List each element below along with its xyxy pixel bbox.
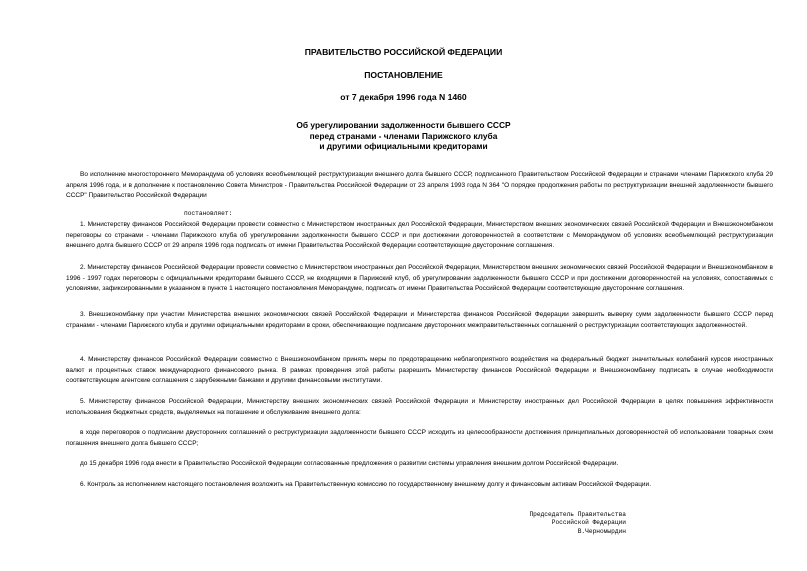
signature-name: В.Черномырдин xyxy=(577,527,626,535)
signature-block xyxy=(516,511,626,536)
document-date-number: от 7 декабря 1996 года N 1460 xyxy=(340,92,467,102)
paragraph-2: 2. Министерству финансов Российской Федерации провести совместно с Министерством иностранных дел Российской Федерации, Министерством внешних экономических связей Российской Федерации и Внешэкономбанком в 1996 - 1997 годах переговоры с официальными кредиторами бывшего СССР, не входящими в Парижский клуб, об урегулировании задолженности бывшего СССР и при достижении договоренностей на условиях, сопоставимых с условиями, зафиксированными в указанном в пункте 1 настоящего постановления Меморандуме, подписать от имени Правительства Российской Федерации соответствующие двусторонние соглашения. xyxy=(66,264,773,293)
paragraph-4: 4. Министерству финансов Российской Федерации совместно с Внешэкономбанком принять меры по предотвращению неблагоприятного воздействия на федеральный бюджет значительных колебаний курсов иностранных валют и процентных ставок международного финансового рынка. В рамках проведения этой работы разрешить Министерству финансов Российской Федерации и Внешэкономбанку подписать в случае необходимости соответствующие агентские соглашения с зарубежными банками и другими финансовыми институтами. xyxy=(66,356,773,385)
title-line: и другими официальными кредиторами xyxy=(319,141,488,151)
title-line: перед странами - членами Парижского клуба xyxy=(309,130,498,141)
issuing-authority: ПРАВИТЕЛЬСТВО РОССИЙСКОЙ ФЕДЕРАЦИИ xyxy=(304,47,503,57)
signature-organization: Российской Федерации xyxy=(551,519,626,527)
document-type: ПОСТАНОВЛЕНИЕ xyxy=(364,70,443,80)
decree-word: постановляет: xyxy=(184,210,233,217)
document-title xyxy=(0,120,807,152)
paragraph-5: 5. Министерству финансов Российской Федерации, Министерству внешних экономических связей Российской Федерации и Министерству иностранных дел Российской Федерации в целях повышения эффективности использования бюджетных средств, выделяемых на погашение и обслуживание внешнего долга: xyxy=(66,398,773,416)
signature-position: Председатель Правительства xyxy=(529,511,626,518)
paragraph-6: 6. Контроль за исполнением настоящего постановления возложить на Правительственную комиссию по государственному внешнему долгу и финансовым активам Российской Федерации. xyxy=(80,481,651,488)
paragraph-3: 3. Внешэкономбанку при участии Министерства внешних экономических связей Российской Федерации и Министерства финансов Российской Федерации завершить выверку сумм задолженности бывшего СССР перед странами - членами Парижского клуба и другими официальными кредиторами в сроки, обеспечивающие подписание двусторонних межправительственных соглашений о реструктуризации соответствующих задолженностей. xyxy=(66,311,773,329)
title-line: Об урегулировании задолженности бывшего СССР xyxy=(296,120,511,130)
paragraph-1: 1. Министерству финансов Российской Федерации провести совместно с Министерством иностранных дел Российской Федерации, Министерством внешних экономических связей Российской Федерации и Внешэкономбанком переговоры со странами - членами Парижского клуба об урегулировании задолженности бывшего СССР и при достижении договоренностей в соответствии с Меморандумом об условиях всеобъемлющей реструктуризации внешнего долга бывшего СССР от 29 апреля 1996 года подписать от имени Правительства Российской Федерации соответствующие двусторонние соглашения. xyxy=(66,221,773,250)
preamble-paragraph: Во исполнение многостороннего Меморандума об условиях всеобъемлющей реструктуризации внешнего долга бывшего СССР, подписанного Правительством Российской Федерации и странами членами Парижского клуба 29 апреля 1996 года, и в дополнение к постановлению Совета Министров - Правительства Российской Федерации от 23 апреля 1993 года N 364 "О порядке продолжения работы по реструктуризации внешней задолженности бывшего СССР" Правительство Российской Федерации xyxy=(66,171,773,200)
paragraph-5-item-1: в ходе переговоров о подписании двусторонних соглашений о реструктуризации задолженности бывшего СССР исходить из целесообразности достижения принципиальных договоренностей об использовании товарных схем погашения внешнего долга бывшего СССР; xyxy=(66,429,773,447)
paragraph-5-item-2: до 15 декабря 1996 года внести в Правительство Российской Федерации согласованные предложения о развитии системы управления внешним долгом Российской Федерации. xyxy=(80,460,619,467)
